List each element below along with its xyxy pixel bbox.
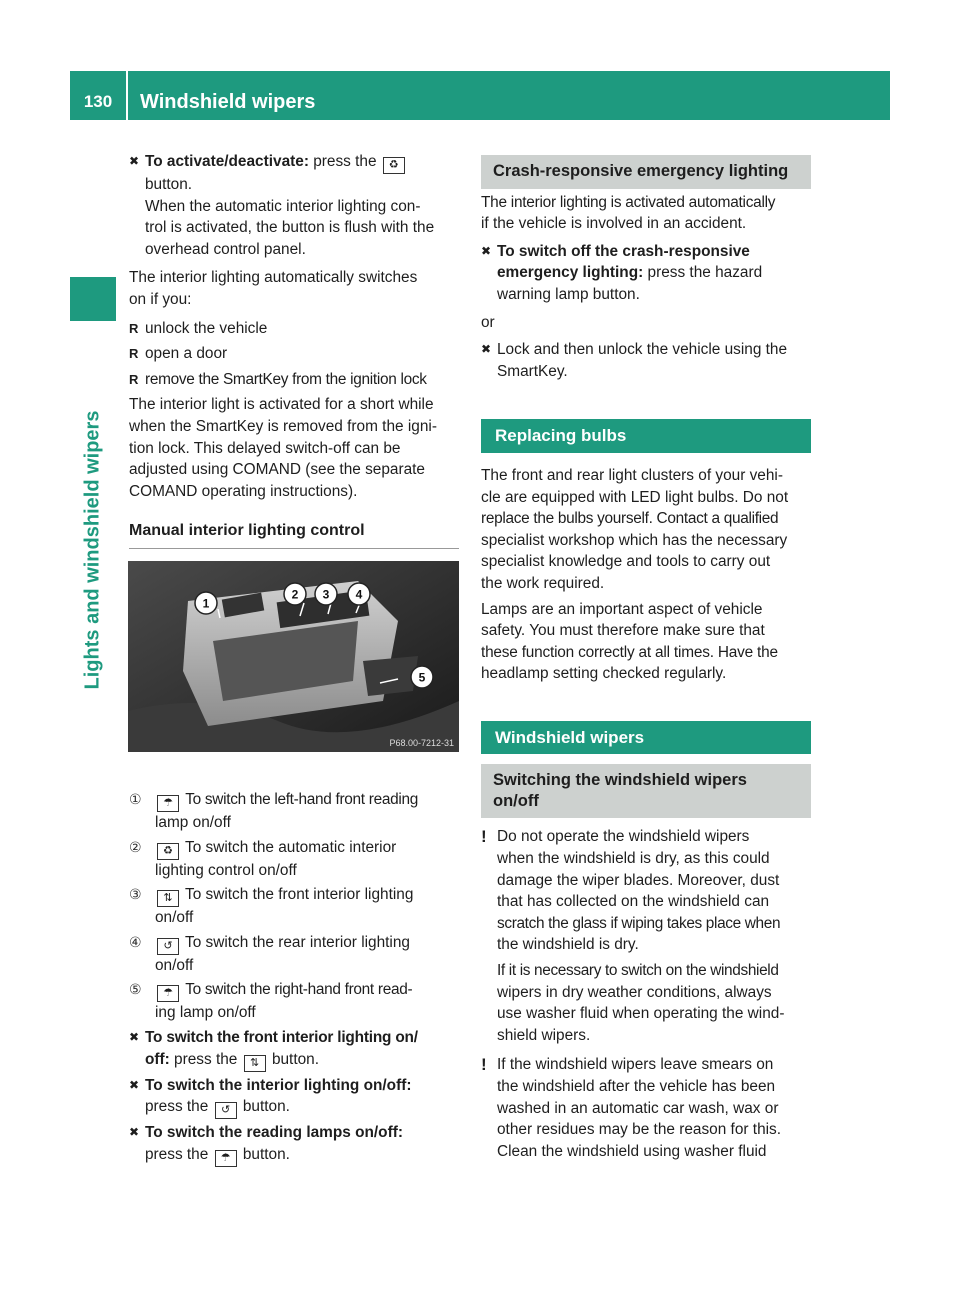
legend-number: ②: [129, 838, 142, 855]
callout-label: 1: [202, 596, 210, 611]
step-text: trol is activated, the button is flush with the: [145, 219, 435, 237]
section-heading-bulbs: Replacing bulbs: [481, 419, 811, 453]
step-arrow-icon: ✖: [129, 1029, 140, 1044]
bullet-icon: R: [129, 346, 139, 362]
step-bold-text: To activate/deactivate:: [145, 153, 309, 170]
crash-step: ✖ To switch off the crash-responsive emergency lighting: press the hazard warning lamp button.: [481, 242, 763, 303]
callout-label: 4: [355, 587, 363, 602]
step-arrow-icon: ✖: [129, 1125, 140, 1140]
step-text: press the: [308, 153, 377, 170]
bullet-list: [129, 318, 459, 391]
overhead-panel-illustration: [128, 561, 459, 752]
heading-rule: [129, 548, 459, 549]
step-arrow-icon: ✖: [129, 1077, 140, 1092]
legend-item: ③ ⇅ To switch the front interior lighting on/off: [129, 886, 414, 927]
section-heading-wipers: Windshield wipers: [481, 721, 811, 755]
rear-interior-light-icon: ↺: [215, 1102, 237, 1119]
bullet-icon: R: [129, 371, 139, 387]
front-interior-light-icon: ⇅: [157, 890, 179, 907]
legend-number: ④: [129, 933, 142, 950]
paragraph-line: COMAND operating instructions).: [129, 482, 358, 500]
rear-interior-light-icon: ↺: [157, 938, 179, 955]
step-text: button.: [145, 176, 193, 193]
step-text: When the automatic interior lighting con-: [145, 197, 421, 215]
step-front-light: ✖ To switch the front interior lighting on/ off: press the ⇅ button.: [129, 1027, 461, 1072]
section-heading-switching: Switching the windshield wipers on/off: [481, 764, 811, 818]
crash-step-2: ✖ Lock and then unlock the vehicle using the SmartKey.: [481, 341, 788, 380]
bulbs-paragraph-2: Lamps are an important aspect of vehicle safety. You must therefore make sure that these function correctly at all times. Have the headlamp setting checked regularly.: [481, 600, 778, 683]
or-text: or: [481, 313, 495, 331]
warning-icon: !: [481, 1055, 487, 1075]
list-item: R unlock the vehicle: [129, 318, 459, 340]
legend-number: ③: [129, 886, 142, 903]
section-heading-crash: Crash-responsive emergency lighting: [481, 155, 811, 189]
page-title: Windshield wipers: [140, 91, 316, 113]
warning-1: ! Do not operate the windshield wipers when the windshield is dry, as this could damage the wiper blades. Moreover, dust that has collected on the windshield can scratch the glass if wiping takes place when the windshield is dry. If it is necessary to switch on the windshield wipers in dry weather conditions, always use washer fluid when operating the wind- shield wipers.: [481, 827, 785, 1044]
overhead-panel-figure: [128, 561, 459, 752]
paragraph-line: The interior lighting automatically switches: [129, 269, 418, 287]
warning-icon: !: [481, 827, 487, 847]
legend-list: [129, 789, 461, 1167]
step-arrow-icon: ✖: [481, 342, 492, 357]
legend-item: ① ☂ To switch the left-hand front reading lamp on/off: [129, 791, 419, 831]
auto-light-button-icon: ♻: [383, 157, 405, 174]
side-tab-label: Lights and windshield wipers: [81, 410, 104, 690]
warning-2: ! If the windshield wipers leave smears on the windshield after the vehicle has been washed in an automatic car wash, wax or other residues may be the reason for this. Clean the windshield using washer fluid: [481, 1055, 782, 1160]
legend-item: ② ♻ To switch the automatic interior lighting control on/off: [129, 838, 397, 879]
legend-item: ④ ↺ To switch the rear interior lighting on/off: [129, 933, 410, 974]
paragraph-line: The interior light is activated for a short while: [129, 396, 434, 414]
paragraph-line: tion lock. This delayed switch-off can be: [129, 439, 401, 457]
callout-label: 2: [291, 587, 299, 602]
page-number: 130: [83, 92, 113, 111]
legend-item: ⑤ ☂ To switch the right-hand front read- ing lamp on/off: [129, 981, 413, 1022]
section-heading: Manual interior lighting control: [129, 522, 365, 540]
list-item: R open a door: [129, 343, 459, 365]
step-reading-lamps: ✖ To switch the reading lamps on/off: press the ☂ button.: [129, 1122, 461, 1167]
header-divider: [126, 71, 128, 120]
callout-label: 3: [322, 587, 330, 602]
auto-light-icon: ♻: [157, 843, 179, 860]
step-arrow-icon: ✖: [481, 243, 492, 258]
step-text: overhead control panel.: [145, 240, 306, 258]
list-item: R remove the SmartKey from the ignition lock: [129, 369, 459, 391]
front-interior-light-icon: ⇅: [244, 1055, 266, 1072]
step-interior-light: ✖ To switch the interior lighting on/off: press the ↺ button.: [129, 1075, 461, 1120]
activate-step: [129, 151, 459, 260]
delay-paragraph: [129, 394, 459, 502]
callout-label: 5: [418, 670, 426, 685]
right-column: [481, 155, 811, 1162]
figure-code: P68.00-7212-31: [389, 738, 454, 748]
legend-number: ⑤: [129, 981, 142, 998]
paragraph-line: The interior lighting is activated automatically: [481, 193, 776, 211]
paragraph-line: when the SmartKey is removed from the igni-: [129, 417, 437, 435]
step-arrow-icon: ✖: [129, 154, 140, 168]
bulbs-paragraph-1: The front and rear light clusters of your vehi- cle are equipped with LED light bulbs. Do not replace the bulbs yourself. Contact a qualified specialist workshop which has the necessary specialist knowledge and tools to carry out the work required.: [481, 466, 789, 592]
bullet-icon: R: [129, 320, 139, 336]
reading-lamp-icon: ☂: [215, 1150, 237, 1167]
paragraph-line: on if you:: [129, 290, 192, 308]
paragraph-line: adjusted using COMAND (see the separate: [129, 461, 425, 479]
side-tab-marker: [70, 277, 116, 321]
reading-lamp-icon: ☂: [157, 795, 179, 812]
left-column-top: [129, 151, 459, 549]
legend-number: ①: [129, 791, 142, 807]
paragraph-line: if the vehicle is involved in an accident.: [481, 215, 747, 233]
reading-lamp-icon: ☂: [157, 985, 179, 1002]
side-tab: [70, 340, 116, 760]
